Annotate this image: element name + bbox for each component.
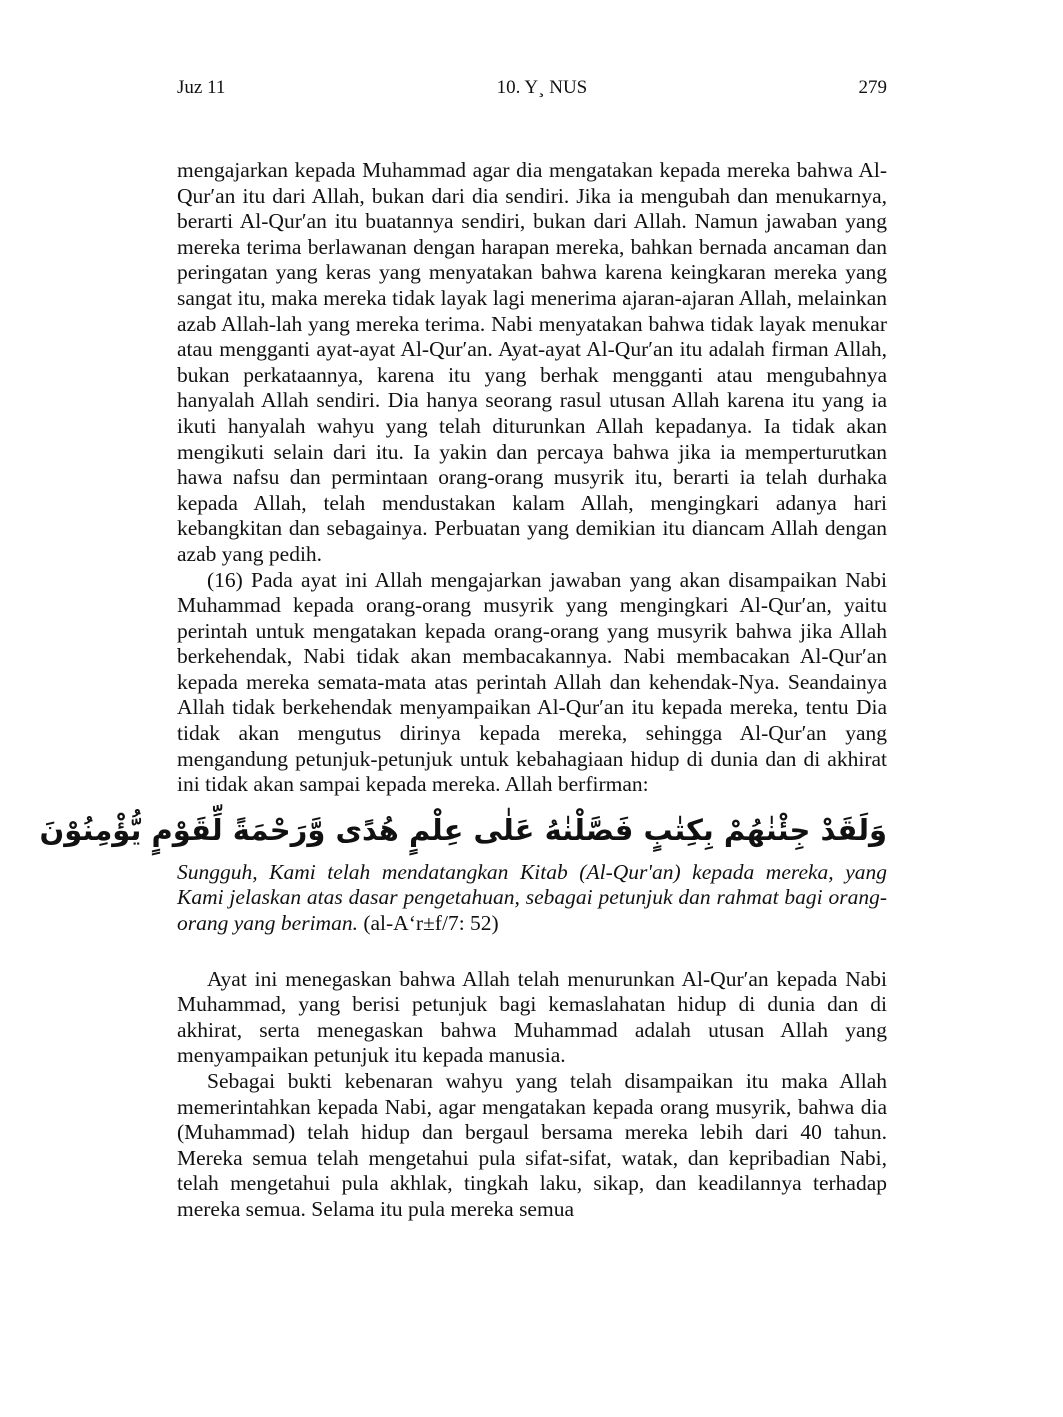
arabic-verse: وَلَقَدْ جِئْنٰهُمْ بِكِتٰبٍ فَصَّلْنٰهُ عَلٰى عِلْمٍ هُدًى وَّرَحْمَةً لِّقَوْمٍ يُّؤْمِنُوْنَ [39,812,887,847]
paragraph-2: (16) Pada ayat ini Allah mengajarkan jawaban yang akan disampaikan Nabi Muhammad kepada orang-orang musyrik yang mengingkari Al-Qur′an, yaitu perintah untuk mengatakan kepada orang-orang yang musyrik bahwa jika Allah berkehendak, Nabi tidak akan membacakannya. Nabi membacakan Al-Qur′an kepada mereka semata-mata atas perintah Allah dan kehendak-Nya. Seandainya Allah tidak berkehendak menyampaikan Al-Qur′an itu kepada mereka, tentu Dia tidak akan mengutus dirinya kepada mereka, sehingga Al-Qur′an yang mengandung petunjuk-petunjuk untuk kebahagiaan hidup di dunia dan di akhirat ini tidak akan sampai kepada mereka. Allah berfirman: [177,567,887,797]
paragraph-4: Sebagai bukti kebenaran wahyu yang telah disampaikan itu maka Allah memerintahkan kepada Nabi, agar mengatakan kepada orang musyrik, bahwa dia (Muhammad) telah hidup dan bergaul bersama mereka lebih dari 40 tahun. Mereka semua telah mengetahui pula sifat-sifat, watak, dan kepribadian Nabi, telah mengetahui pula akhlak, tingkah laku, sikap, dan keadilannya terhadap mereka semua. Selama itu pula mereka semua [177,1069,887,1221]
paragraph-3: Ayat ini menegaskan bahwa Allah telah menurunkan Al-Qur′an kepada Nabi Muhammad, yang berisi petunjuk bagi kemaslahatan hidup di dunia dan di akhirat, serta menegaskan bahwa Muhammad adalah utusan Allah yang menyampaikan petunjuk itu kepada manusia. [177,966,887,1068]
body-text [39,158,887,1223]
page-number: 279 [858,77,887,98]
section-gap [177,937,887,967]
verse-citation: (al-A‘r±f/7: 52) [363,911,499,936]
running-header [177,76,887,100]
paragraph-1: mengajarkan kepada Muhammad agar dia mengatakan kepada mereka bahwa Al-Qur′an itu dari Allah, bukan dari dia sendiri. Jika ia mengubah dan menukarnya, berarti Al-Qur′an itu buatannya sendiri, bukan dari Allah. Namun jawaban yang mereka terima berlawanan dengan harapan mereka, bahkan bernada ancaman dan peringatan yang keras yang menyatakan bahwa karena keingkaran mereka yang sangat itu, maka mereka tidak layak lagi menerima ajaran-ajaran Allah, melainkan azab Allah-lah yang mereka terima. Nabi menyatakan bahwa tidak layak menukar atau mengganti ayat-ayat Al-Qur′an. Ayat-ayat Al-Qur′an itu adalah firman Allah, bukan perkataannya, karena itu yang berhak mengganti atau mengubahnya hanyalah Allah sendiri. Dia hanya seorang rasul utusan Allah karena itu yang ia ikuti hanyalah wahyu yang telah diturunkan Allah kepadanya. Ia tidak akan mengikuti selain dari itu. Ia yakin dan percaya bahwa jika ia memperturutkan hawa nafsu dan permintaan orang-orang musyrik itu, berarti ia telah durhaka kepada Allah, telah mendustakan kalam Allah, mengingkari adanya hari kebangkitan dan sebagainya. Perbuatan yang demikian itu diancam Allah dengan azab yang pedih. [177,158,887,566]
surah-title: 10. Y¸ NUS [496,77,588,98]
juz-label: Juz 11 [177,77,226,98]
verse-translation [177,860,887,937]
translation-text: Sungguh, Kami telah mendatangkan Kitab (Al-Qur'an) kepada mereka, yang Kami jelaskan atas dasar pengetahuan, sebagai petunjuk dan rahmat bagi orang-orang yang beriman. [177,859,887,936]
